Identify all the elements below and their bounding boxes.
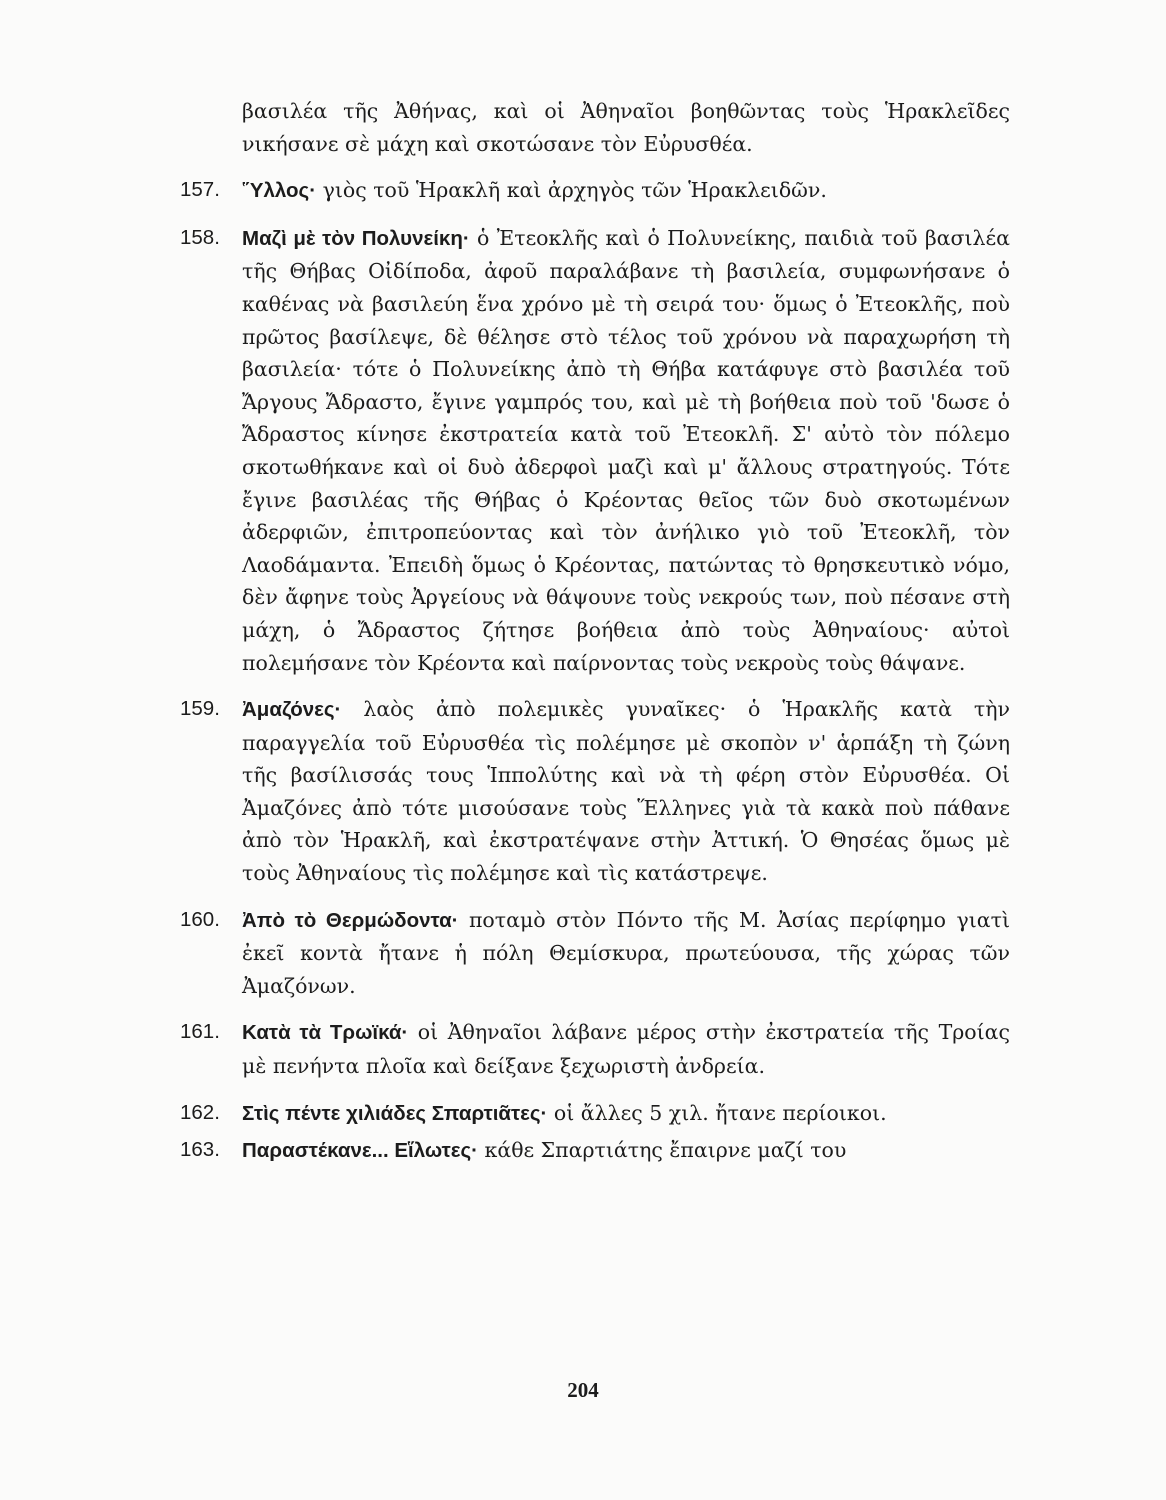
note-number: 158. (180, 225, 220, 249)
note-term: Παραστέκανε... Εἵλωτες· (242, 1139, 479, 1163)
note-entry-160 (180, 904, 1010, 1003)
note-entry-157 (180, 174, 1010, 208)
note-number: 161. (180, 1020, 220, 1044)
note-number: 160. (180, 907, 220, 931)
note-entry-163 (180, 1134, 1010, 1168)
note-text: γιὸς τοῦ Ἡρακλῆ καὶ ἀρχηγὸς τῶν Ἡρακλειδῶν. (316, 178, 827, 203)
note-text: οἱ Ἀθηναῖοι λάβανε μέρος στὴν ἐκστρατεία τῆς Τροίας μὲ πενήντα πλοῖα καὶ δείξανε ξεχωριστὴ ἀνδρεία. (242, 1020, 1010, 1079)
continuation-text: βασιλέα τῆς Ἀθήνας, καὶ οἱ Ἀθηναῖοι βοηθῶντας τοὺς Ἡρακλεῖδες νικήσανε σὲ μάχη καὶ σκοτώσανε τὸν Εὐρυσθέα. (242, 99, 1010, 156)
note-entry-161 (180, 1016, 1010, 1082)
note-text: οἱ ἄλλες 5 χιλ. ἤτανε περίοικοι. (547, 1100, 887, 1125)
notes-text-block (180, 95, 1010, 1182)
note-term: Ἀμαζόνες· (242, 698, 342, 722)
note-entry-162 (180, 1097, 1010, 1131)
note-text: ποταμὸ στὸν Πόντο τῆς Μ. Ἀσίας περίφημο γιατὶ ἐκεῖ κοντὰ ἤτανε ἡ πόλη Θεμίσκυρα, πρωτεύουσα, τῆς χώρας τῶν Ἀμαζόνων. (242, 907, 1010, 998)
note-number: 162. (180, 1100, 220, 1124)
note-number: 157. (180, 178, 220, 202)
note-term: Μαζὶ μὲ τὸν Πολυνείκη· (242, 226, 470, 250)
note-number: 159. (180, 697, 220, 721)
note-number: 163. (180, 1138, 220, 1162)
note-term: Κατὰ τὰ Τρωϊκά· (242, 1021, 409, 1045)
note-text: ὁ Ἐτεοκλῆς καὶ ὁ Πολυνείκης, παιδιὰ τοῦ βασιλέα τῆς Θήβας Οἰδίποδα, ἀφοῦ παραλάβανε τὴ βασιλεία, συμφωνήσανε ὁ καθένας νὰ βασιλεύη ἕνα χρόνο μὲ τὴ σειρά του· ὅμως ὁ Ἐτεοκλῆς, ποὺ πρῶτος βασίλεψε, δὲ θέλησε στὸ τέλος τοῦ χρόνου νὰ παραχωρήση τὴ βασιλεία· τότε ὁ Πολυνείκης ἀπὸ τὴ Θήβα κατάφυγε στὸ βασιλέα τοῦ Ἄργους Ἄδραστο, ἔγινε γαμπρός του, καὶ μὲ τὴ βοήθεια ποὺ τοῦ 'δωσε ὁ Ἄδραστος κίνησε ἐκστρατεία κατὰ τοῦ Ἐτεοκλῆ. Σ' αὐτὸ τὸν πόλεμο σκοτωθήκανε καὶ οἱ δυὸ ἀδερφοὶ μαζὶ καὶ μ' ἄλλους στρατηγούς. Τότε ἔγινε βασιλέας τῆς Θήβας ὁ Κρέοντας θεῖος τῶν δυὸ σκοτωμένων ἀδερφιῶν, ἐπιτροπεύοντας καὶ τὸν ἀνήλικο γιὸ τοῦ Ἐτεοκλῆ, τὸν Λαοδάμαντα. Ἐπειδὴ ὅμως ὁ Κρέοντας, πατώντας τὸ θρησκευτικὸ νόμο, δὲν ἄφηνε τοὺς Ἀργείους νὰ θάψουνε τοὺς νεκρούς των, ποὺ πέσανε στὴ μάχη, ὁ Ἄδραστος ζήτησε βοήθεια ἀπὸ τοὺς Ἀθηναίους· αὐτοὶ πολεμήσανε τὸν Κρέοντα καὶ παίρνοντας τοὺς νεκροὺς τοὺς θάψανε. (242, 225, 1011, 675)
page-number: 204 (567, 1378, 599, 1402)
continuation-paragraph (180, 95, 1010, 160)
note-text: κάθε Σπαρτιάτης ἔπαιρνε μαζί του (478, 1138, 847, 1163)
note-term: Ἀπὸ τὸ Θερμώδοντα· (242, 908, 459, 932)
note-text: λαὸς ἀπὸ πολεμικὲς γυναῖκες· ὁ Ἡρακλῆς κατὰ τὴν παραγγελία τοῦ Εὐρυσθέα τὶς πολέμησε μὲ σκοπὸν ν' ἁρπάξη τὴ ζώνη τῆς βασίλισσάς τους Ἱππολύτης καὶ νὰ τὴ φέρη στὸν Εὐρυσθέα. Οἱ Ἀμαζόνες ἀπὸ τότε μισούσανε τοὺς Ἕλληνες γιὰ τὰ κακὰ ποὺ πάθανε ἀπὸ τὸν Ἡρακλῆ, καὶ ἐκστρατέψανε στὴν Ἀττική. Ὁ Θησέας ὅμως μὲ τοὺς Ἀθηναίους τὶς πολέμησε καὶ τὶς κατάστρεψε. (242, 697, 1010, 886)
note-entry-158 (180, 222, 1010, 679)
note-term: Στὶς πέντε χιλιάδες Σπαρτιᾶτες· (242, 1101, 548, 1125)
note-entry-159 (180, 693, 1010, 890)
note-term: Ὕλλος· (242, 179, 317, 203)
